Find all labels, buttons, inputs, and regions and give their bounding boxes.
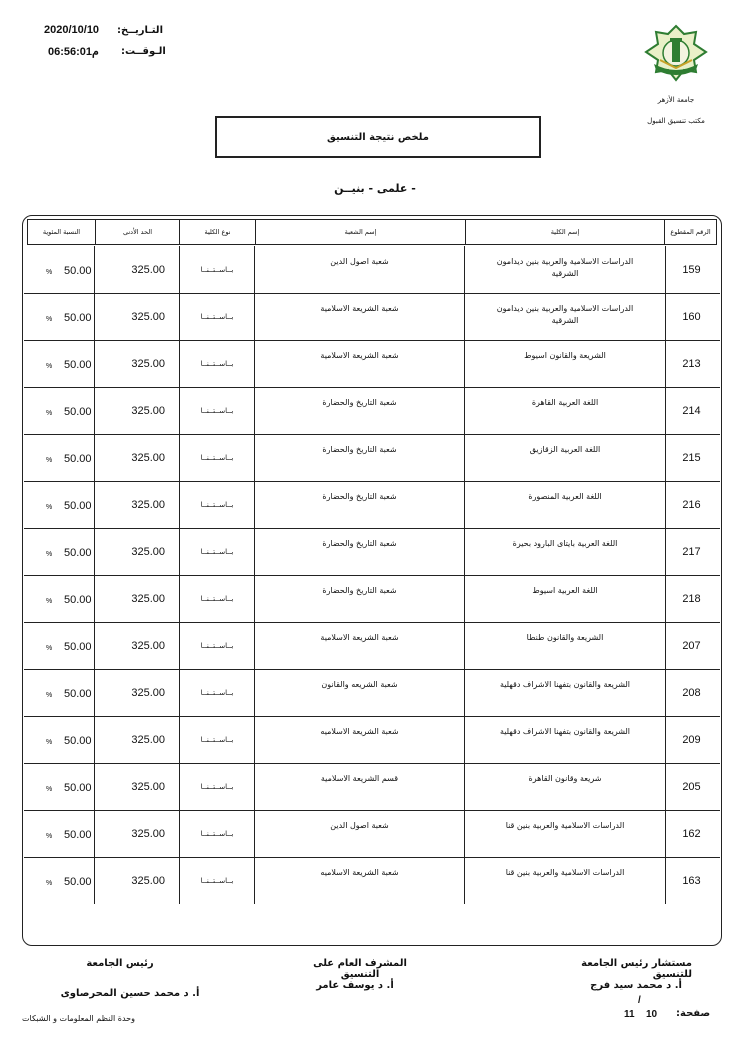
time-label: الـوقــت: [121, 46, 166, 57]
cell-code: 213 [665, 340, 717, 387]
cell-faculty: الشريعة والقانون اسيوط [464, 340, 665, 387]
table-row [22, 669, 722, 716]
pct-sign: % [46, 786, 53, 793]
pct-sign: % [46, 551, 53, 558]
table-row [22, 434, 722, 481]
report-title: ملخص نتيجة التنسيق [215, 116, 541, 158]
cell-dept: شعبة التاريخ والحضارة [254, 387, 464, 434]
cell-faculty: الدراسات الاسلامية والعربية بنين ديدامون الشرقية [464, 293, 665, 340]
pct-value: 50.00 [64, 406, 92, 418]
pct-value: 50.00 [64, 312, 92, 324]
table-row [22, 857, 722, 904]
cell-code: 214 [665, 387, 717, 434]
cell-code: 215 [665, 434, 717, 481]
sig3-title: رئيس الجامعة [86, 958, 154, 969]
pct-value: 50.00 [64, 547, 92, 559]
pct-sign: % [46, 457, 53, 464]
sig2-title: المشرف العام على التنسيق [313, 958, 407, 980]
cell-type: بــاســتــنــا [179, 387, 254, 434]
cell-code: 163 [665, 857, 717, 904]
cell-code: 162 [665, 810, 717, 857]
pct-sign: % [46, 504, 53, 511]
table-row [22, 340, 722, 387]
cell-code: 218 [665, 575, 717, 622]
pct-sign: % [46, 316, 53, 323]
cell-min: 325.00 [94, 810, 179, 857]
cell-pct [24, 293, 94, 340]
cell-min: 325.00 [94, 575, 179, 622]
cell-type: بــاســتــنــا [179, 246, 254, 293]
date-value: 2020/10/10 [44, 24, 100, 36]
cell-dept: شعبة التاريخ والحضارة [254, 575, 464, 622]
cell-min: 325.00 [94, 293, 179, 340]
cell-dept: شعبة الشريعة الاسلاميه [254, 857, 464, 904]
cell-pct [24, 716, 94, 763]
table-row [22, 481, 722, 528]
pct-sign: % [46, 598, 53, 605]
page-slash: / [638, 995, 641, 1006]
col-header-pct: النسبة المئوية [27, 219, 96, 245]
pct-value: 50.00 [64, 688, 92, 700]
cell-type: بــاســتــنــا [179, 481, 254, 528]
cell-faculty: اللغة العربية الزقازيق [464, 434, 665, 481]
date-label: التـاريــخ: [117, 25, 163, 36]
cell-pct [24, 246, 94, 293]
sig3-name: أ. د محمد حسين المحرصاوى [60, 988, 200, 999]
cell-faculty: الشريعة والقانون طنطا [464, 622, 665, 669]
col-header-dept: إسم الشعبة [255, 219, 466, 245]
cell-pct [24, 763, 94, 810]
pct-sign: % [46, 739, 53, 746]
pct-value: 50.00 [64, 453, 92, 465]
report-subtitle: - علمى - بنيــن [334, 182, 416, 195]
sig1-title: مستشار رئيس الجامعة للتنسيق [581, 958, 692, 980]
cell-dept: شعبة التاريخ والحضارة [254, 481, 464, 528]
pct-sign: % [46, 833, 53, 840]
pct-value: 50.00 [64, 829, 92, 841]
cell-type: بــاســتــنــا [179, 716, 254, 763]
page-label: صفحة: [676, 1008, 711, 1019]
pct-value: 50.00 [64, 641, 92, 653]
cell-pct [24, 857, 94, 904]
cell-faculty: الدراسات الاسلامية والعربية بنين قنا [464, 857, 665, 904]
cell-pct [24, 387, 94, 434]
table-row [22, 387, 722, 434]
cell-code: 159 [665, 246, 717, 293]
cell-type: بــاســتــنــا [179, 528, 254, 575]
cell-min: 325.00 [94, 857, 179, 904]
time-value: 06:56:01م [48, 46, 99, 58]
cell-dept: شعبة الشريعة الاسلامية [254, 340, 464, 387]
cell-min: 325.00 [94, 669, 179, 716]
cell-min: 325.00 [94, 246, 179, 293]
sig1-name: أ. د محمد سيد فرج [590, 980, 682, 991]
table-row [22, 575, 722, 622]
pct-value: 50.00 [64, 500, 92, 512]
pct-sign: % [46, 363, 53, 370]
cell-dept: شعبة الشريعة الاسلامية [254, 293, 464, 340]
pct-value: 50.00 [64, 876, 92, 888]
cell-min: 325.00 [94, 622, 179, 669]
cell-pct [24, 575, 94, 622]
col-header-code: الرقم المقطوع [664, 219, 717, 245]
org-office: مكتب تنسيق القبول [647, 117, 705, 125]
cell-code: 207 [665, 622, 717, 669]
cell-type: بــاســتــنــا [179, 669, 254, 716]
pct-sign: % [46, 880, 53, 887]
cell-min: 325.00 [94, 434, 179, 481]
table-row [22, 528, 722, 575]
page-current: 10 [646, 1009, 658, 1020]
pct-value: 50.00 [64, 594, 92, 606]
cell-pct [24, 434, 94, 481]
cell-faculty: اللغة العربية القاهرة [464, 387, 665, 434]
cell-faculty: اللغة العربية اسيوط [464, 575, 665, 622]
col-header-min: الحد الأدنى [95, 219, 180, 245]
cell-type: بــاســتــنــا [179, 293, 254, 340]
col-header-faculty: إسم الكلية [465, 219, 665, 245]
cell-faculty: شريعة وقانون القاهرة [464, 763, 665, 810]
cell-code: 160 [665, 293, 717, 340]
sig2-name: أ. د يوسف عامر [316, 980, 394, 991]
cell-dept: شعبة الشريعة الاسلامية [254, 622, 464, 669]
cell-type: بــاســتــنــا [179, 575, 254, 622]
cell-faculty: الدراسات الاسلامية والعربية بنين ديدامون الشرقية [464, 246, 665, 293]
cell-dept: شعبة الشريعة الاسلاميه [254, 716, 464, 763]
cell-dept: شعبة التاريخ والحضارة [254, 434, 464, 481]
cell-pct [24, 622, 94, 669]
cell-min: 325.00 [94, 763, 179, 810]
col-header-type: نوع الكلية [179, 219, 256, 245]
cell-type: بــاســتــنــا [179, 857, 254, 904]
cell-code: 205 [665, 763, 717, 810]
table-row [22, 763, 722, 810]
cell-min: 325.00 [94, 340, 179, 387]
cell-min: 325.00 [94, 387, 179, 434]
cell-type: بــاســتــنــا [179, 340, 254, 387]
cell-pct [24, 669, 94, 716]
page-total: 11 [624, 1009, 635, 1020]
pct-sign: % [46, 692, 53, 699]
cell-pct [24, 810, 94, 857]
university-logo [636, 24, 716, 84]
cell-type: بــاســتــنــا [179, 763, 254, 810]
cell-dept: شعبة اصول الدين [254, 246, 464, 293]
table-row [22, 716, 722, 763]
cell-code: 208 [665, 669, 717, 716]
pct-sign: % [46, 410, 53, 417]
cell-pct [24, 528, 94, 575]
org-name: جامعة الأزهر [657, 96, 695, 104]
pct-value: 50.00 [64, 735, 92, 747]
cell-faculty: الشريعة والقانون بتفهنا الاشراف دقهلية [464, 716, 665, 763]
cell-dept: شعبة اصول الدين [254, 810, 464, 857]
pct-value: 50.00 [64, 359, 92, 371]
cell-code: 209 [665, 716, 717, 763]
cell-dept: شعبة الشريعه والقانون [254, 669, 464, 716]
cell-pct [24, 340, 94, 387]
cell-code: 217 [665, 528, 717, 575]
pct-value: 50.00 [64, 782, 92, 794]
cell-dept: شعبة التاريخ والحضارة [254, 528, 464, 575]
pct-sign: % [46, 645, 53, 652]
cell-type: بــاســتــنــا [179, 434, 254, 481]
pct-value: 50.00 [64, 265, 92, 277]
unit-name: وحدة النظم المعلومات و الشبكات [22, 1014, 135, 1023]
cell-type: بــاســتــنــا [179, 810, 254, 857]
cell-faculty: الدراسات الاسلامية والعربية بنين قنا [464, 810, 665, 857]
cell-pct [24, 481, 94, 528]
table-row [22, 810, 722, 857]
cell-faculty: اللغة العربية المنصورة [464, 481, 665, 528]
table-row [22, 293, 722, 340]
pct-sign: % [46, 269, 53, 276]
cell-dept: قسم الشريعة الاسلامية [254, 763, 464, 810]
cell-min: 325.00 [94, 481, 179, 528]
cell-code: 216 [665, 481, 717, 528]
cell-faculty: الشريعة والقانون بتفهنا الاشراف دقهلية [464, 669, 665, 716]
table-row [22, 246, 722, 293]
cell-faculty: اللغة العربية بايتاى البارود بحيرة [464, 528, 665, 575]
table-row [22, 622, 722, 669]
cell-type: بــاســتــنــا [179, 622, 254, 669]
cell-min: 325.00 [94, 716, 179, 763]
cell-min: 325.00 [94, 528, 179, 575]
